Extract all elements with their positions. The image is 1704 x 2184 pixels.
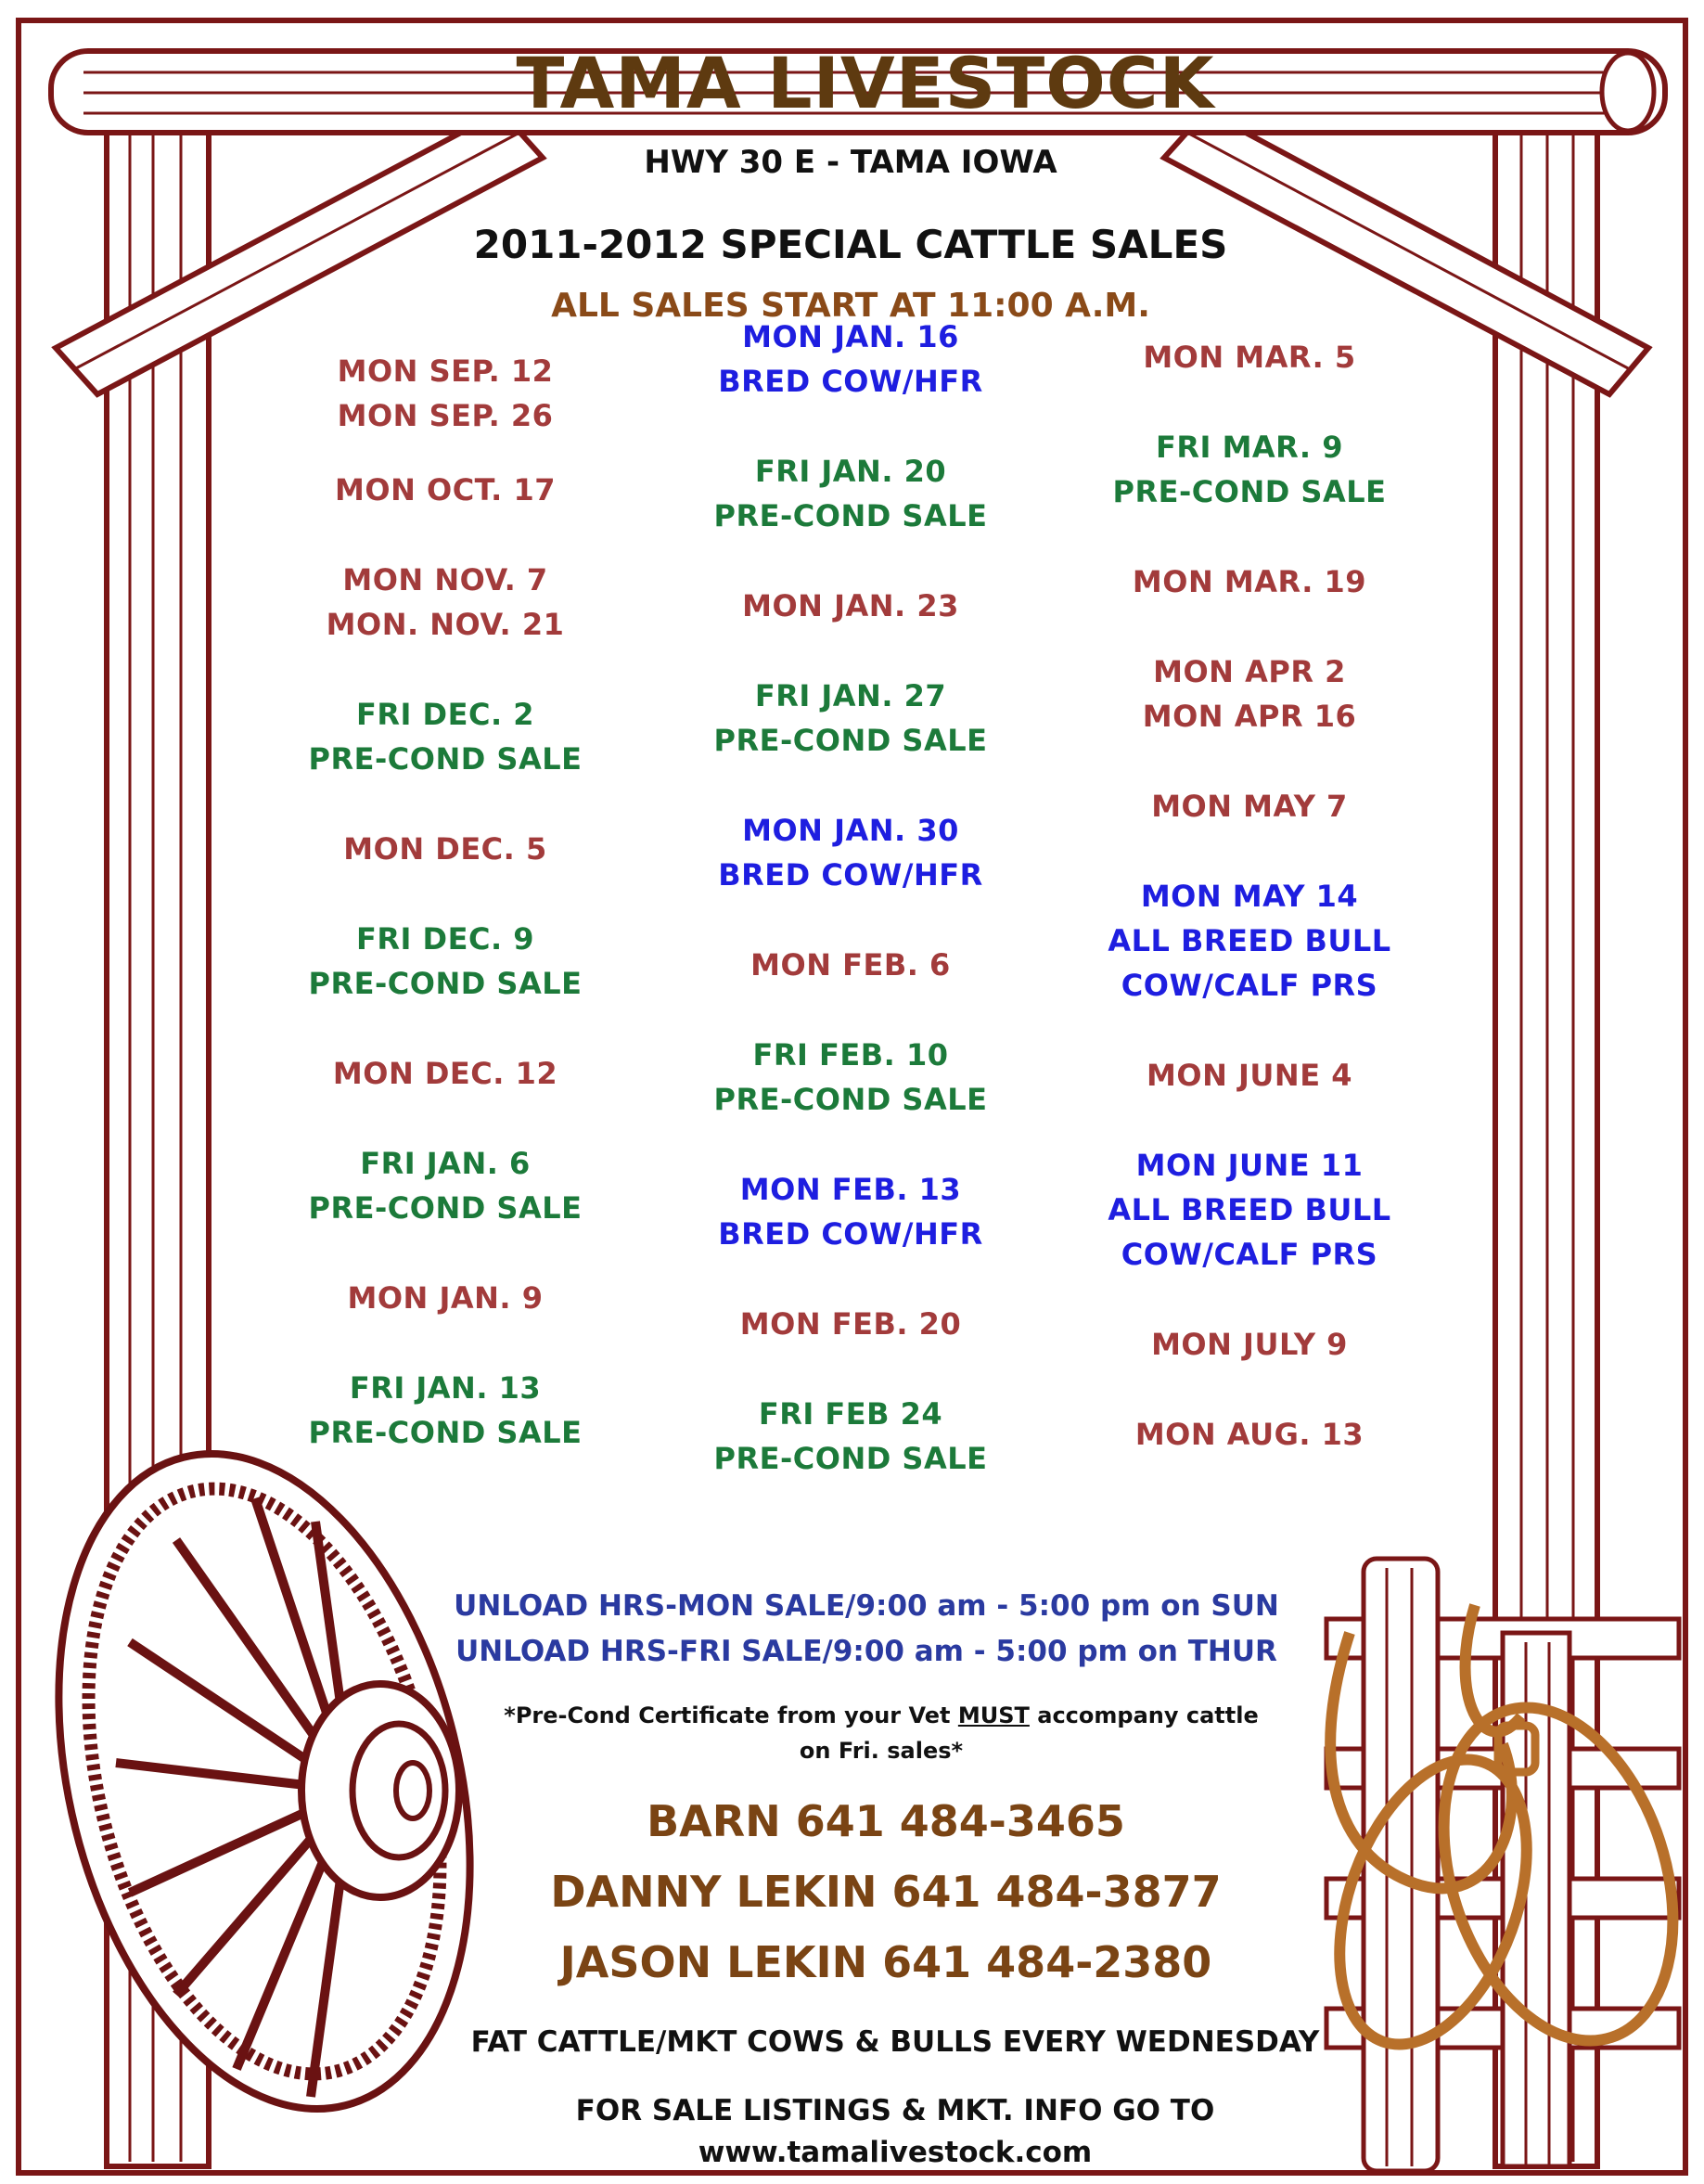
sale-type: BRED COW/HFR (718, 1216, 983, 1252)
sale-entry (750, 943, 951, 987)
barn-phone: BARN 641 484-3465 (647, 1796, 1125, 1846)
sale-entry (309, 1141, 583, 1230)
sale-entry (1143, 335, 1355, 379)
sale-date: MON MAY 7 (1151, 789, 1348, 824)
sale-entry (348, 1276, 544, 1320)
sale-entry (1108, 874, 1390, 1008)
jason-lekin-phone: JASON LEKIN 641 484-2380 (559, 1937, 1212, 1987)
wagon-wheel-illustration (0, 1410, 534, 2152)
sale-type: BRED COW/HFR (718, 364, 983, 399)
listings-note: FOR SALE LISTINGS & MKT. INFO GO TO (575, 2094, 1215, 2127)
sale-date: FRI JAN. 20 (754, 454, 947, 489)
sale-date: FRI JAN. 6 (360, 1146, 531, 1181)
sale-entry (309, 1366, 583, 1455)
sale-entry (718, 808, 983, 897)
sale-type: BRED COW/HFR (718, 857, 983, 893)
sale-entry (742, 584, 959, 628)
sale-type: PRE-COND SALE (1112, 474, 1387, 509)
sale-date: MON JAN. 30 (742, 813, 959, 848)
sale-entry (1135, 1412, 1364, 1457)
sale-type: MON APR 16 (1142, 699, 1357, 734)
sale-date: MON JAN. 16 (742, 319, 959, 354)
sale-date: MON MAR. 19 (1132, 564, 1367, 599)
sale-date: FRI FEB 24 (758, 1396, 943, 1432)
sale-type: COW/CALF PRS (1121, 1237, 1378, 1272)
sale-date: MON JULY 9 (1151, 1327, 1348, 1362)
sale-type: ALL BREED BULL (1108, 923, 1391, 958)
sale-date: FRI DEC. 9 (355, 921, 534, 957)
sale-date: MON NOV. 7 (342, 562, 548, 597)
sale-date: MON FEB. 13 (739, 1172, 962, 1207)
danny-lekin-phone: DANNY LEKIN 641 484-3877 (550, 1867, 1222, 1917)
sale-entry (714, 449, 988, 538)
sale-date: FRI DEC. 2 (355, 697, 534, 732)
sale-entry (714, 1033, 988, 1122)
sale-date: MON DEC. 5 (343, 831, 547, 867)
sale-entry (338, 349, 554, 438)
pre-cond-note-emphasis: MUST (957, 1702, 1030, 1728)
sale-date: FRI MAR. 9 (1156, 430, 1343, 465)
sale-entry (309, 917, 583, 1006)
sale-entry (1143, 649, 1357, 739)
sale-type: PRE-COND SALE (308, 966, 583, 1001)
sale-type: PRE-COND SALE (308, 741, 583, 777)
sale-type: PRE-COND SALE (713, 1082, 988, 1117)
sale-entry (335, 468, 556, 512)
sale-type: COW/CALF PRS (1121, 968, 1378, 1003)
sale-date: FRI FEB. 10 (752, 1037, 949, 1073)
sale-date: FRI JAN. 13 (349, 1370, 542, 1406)
sale-entry (333, 1051, 557, 1096)
sale-type: MON. NOV. 21 (326, 607, 565, 642)
sale-date: MON DEC. 12 (332, 1056, 558, 1091)
page-title: TAMA LIVESTOCK (516, 42, 1215, 124)
sale-date: MON JAN. 9 (347, 1280, 544, 1316)
sale-date: MON AUG. 13 (1134, 1417, 1364, 1452)
sale-entry (1147, 1053, 1352, 1098)
website-link[interactable]: www.tamalivestock.com (698, 2136, 1093, 2169)
weekly-sale-note: FAT CATTLE/MKT COWS & BULLS EVERY WEDNESDAY (470, 2025, 1320, 2059)
sale-entry (327, 558, 565, 647)
pre-cond-note-line2: on Fri. sales* (799, 1738, 964, 1764)
sale-type: PRE-COND SALE (713, 498, 988, 533)
unload-hours-friday: UNLOAD HRS-FRI SALE/9:00 am - 5:00 pm on THUR (455, 1635, 1277, 1668)
sale-date: MON JUNE 4 (1147, 1058, 1352, 1093)
sale-date: FRI JAN. 27 (754, 678, 947, 713)
address: HWY 30 E - TAMA IOWA (644, 144, 1057, 181)
sale-entry (309, 692, 583, 781)
sale-entry (740, 1302, 961, 1346)
sale-date: MON SEP. 12 (337, 353, 554, 389)
sale-entry (714, 674, 988, 763)
pre-cond-note-end: accompany cattle (1029, 1702, 1259, 1728)
sale-date: MON FEB. 6 (750, 947, 951, 983)
sale-date: MON JAN. 23 (742, 588, 959, 623)
sale-entry (1133, 559, 1366, 604)
sale-entry (1151, 784, 1348, 829)
sale-type: MON SEP. 26 (337, 398, 554, 433)
sale-date: MON FEB. 20 (739, 1306, 962, 1342)
sale-type: PRE-COND SALE (308, 1190, 583, 1226)
sale-type: ALL BREED BULL (1108, 1192, 1391, 1227)
sale-entry (343, 827, 546, 871)
sale-date: MON MAY 14 (1140, 879, 1359, 914)
sale-entry (1108, 1143, 1390, 1277)
unload-hours-monday: UNLOAD HRS-MON SALE/9:00 am - 5:00 pm on SUN (454, 1589, 1279, 1623)
sale-entry (714, 1392, 988, 1481)
sale-type: PRE-COND SALE (713, 723, 988, 758)
start-time: ALL SALES START AT 11:00 A.M. (551, 287, 1150, 325)
sale-entry (718, 1167, 983, 1256)
sale-date: MON OCT. 17 (335, 472, 556, 507)
sale-type: PRE-COND SALE (308, 1415, 583, 1450)
pre-cond-note-start: *Pre-Cond Certificate from your Vet (504, 1702, 958, 1728)
sale-date: MON JUNE 11 (1135, 1148, 1364, 1183)
sale-entry (1151, 1322, 1348, 1367)
pre-cond-note (504, 1704, 1258, 1727)
sale-date: MON APR 2 (1153, 654, 1346, 689)
sale-entry (718, 315, 983, 404)
sales-subtitle: 2011-2012 SPECIAL CATTLE SALES (473, 222, 1228, 267)
sale-type: PRE-COND SALE (713, 1441, 988, 1476)
sale-entry (1113, 425, 1387, 514)
sale-date: MON MAR. 5 (1143, 340, 1356, 375)
